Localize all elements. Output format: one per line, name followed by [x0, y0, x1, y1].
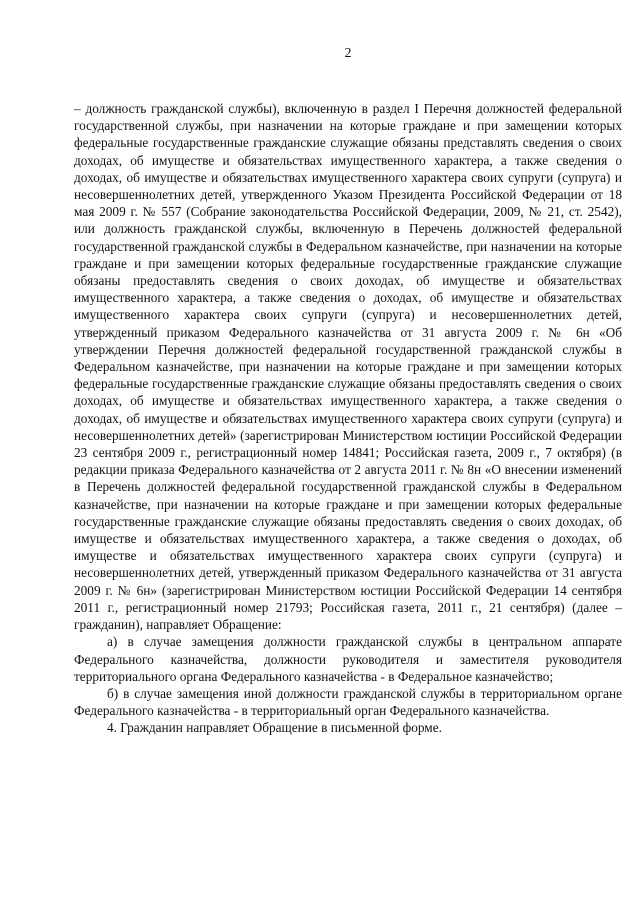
paragraph-4: 4. Гражданин направляет Обращение в письменной форме.: [107, 720, 442, 736]
document-page: [74, 44, 622, 737]
paragraph-item-a: а) в случае замещения должности гражданской службы в центральном аппарате Федерального казначейства, должности руководителя и заместителя руководителя территориального органа Федерального казначейства - в Федеральное казначейство;: [74, 634, 622, 684]
page-number: 2: [344, 46, 352, 61]
paragraph-main: – должность гражданской службы), включенную в раздел I Перечня должностей федеральной государственной службы, при назначении на которые граждане и при замещении которых федеральные государственные гражданские служащие обязаны представлять сведения о своих доходах, об имуществе и обязательствах имущественного характера, а также сведения о доходах, об имуществе и обязательствах имущественного характера своих супруги (супруга) и несовершеннолетних детей, утвержденного Указом Президента Российской Федерации от 18 мая 2009 г. № 557 (Собрание законодательства Российской Федерации, 2009, № 21, ст. 2542), или должность гражданской службы, включенную в Перечень должностей федеральной государственной гражданской службы в Федеральном казначействе, при назначении на которые граждане и при замещении которых федеральные государственные гражданские служащие обязаны предоставлять сведения о своих доходах, об имуществе и обязательствах имущественного характера, а также сведения о доходах, об имуществе и обязательствах имущественного характера своих супруги (супруга) и несовершеннолетних детей, утвержденный приказом Федерального казначейства от 31 августа 2009 г. № 6н «Об утверждении Перечня должностей федеральной государственной гражданской службы в Федеральном казначействе, при назначении на которые граждане и при замещении которых федеральные государственные гражданские служащие обязаны предоставлять сведения о своих доходах, об имуществе и обязательствах имущественного характера, а также сведения о доходах, об имуществе и обязательствах имущественного характера своих супруги (супруга) и несовершеннолетних детей» (зарегистрирован Министерством юстиции Российской Федерации 23 сентября 2009 г., регистрационный номер 14841; Российская газета, 2009 г., 7 октября) (в редакции приказа Федерального казначейства от 2 августа 2011 г. № 8н «О внесении изменений в Перечень должностей федеральной государственной гражданской службы в Федеральном казначействе, при назначении на которые граждане и при замещении которых федеральные государственные гражданские служащие обязаны предоставлять сведения о своих доходах, об имуществе и обязательствах имущественного характера, а также сведения о доходах, об имуществе и обязательствах имущественного характера своих супруги (супруга) и несовершеннолетних детей, утвержденный приказом Федерального казначейства от 31 августа 2009 г. № 6н» (зарегистрирован Министерством юстиции Российской Федерации 14 сентября 2011 г., регистрационный номер 21793; Российская газета, 2011 г., 21 сентября) (далее – гражданин), направляет Обращение:: [74, 101, 622, 633]
paragraph-item-b: б) в случае замещения иной должности гражданской службы в территориальном органе Федерального казначейства - в территориальный орган Федерального казначейства.: [74, 685, 622, 719]
